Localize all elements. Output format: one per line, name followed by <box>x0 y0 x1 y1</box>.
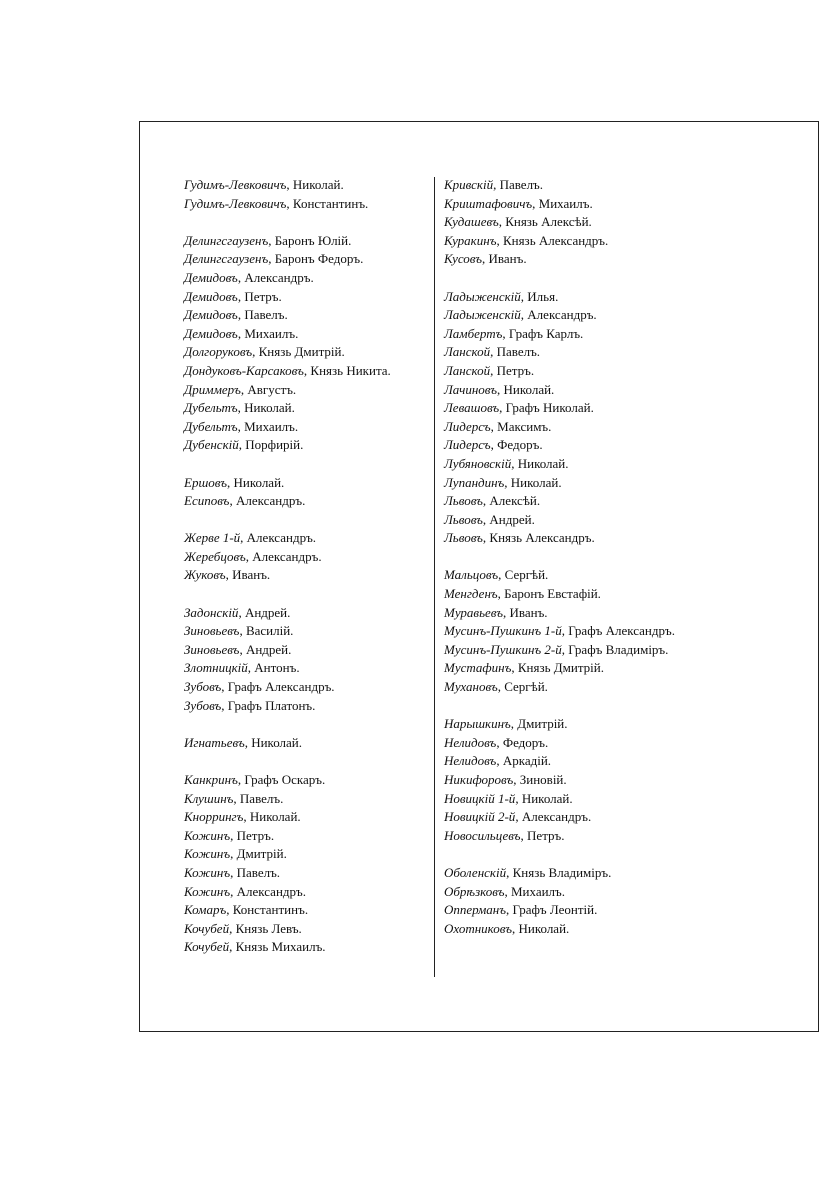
entry-given-name: , Зиновiй. <box>513 772 567 787</box>
name-entry <box>184 697 424 716</box>
entry-surname: Злотницкiй <box>184 660 248 676</box>
entry-given-name: , Баронъ Федоръ. <box>268 251 364 267</box>
entry-given-name: , Федоръ. <box>490 437 543 453</box>
entry-given-name: , Константинъ. <box>286 195 369 211</box>
name-entry <box>184 288 424 307</box>
entry-surname: Дубельтъ <box>184 400 238 416</box>
entry-surname: Ершовъ <box>184 474 227 490</box>
entry-given-name: , Николай. <box>237 400 295 416</box>
name-entry <box>444 641 714 660</box>
entry-given-name: , Николай. <box>504 474 562 490</box>
name-entry <box>444 585 714 604</box>
entry-given-name: , Александръ. <box>520 307 597 323</box>
name-entry <box>444 529 714 548</box>
name-entry <box>184 771 424 790</box>
name-entry <box>444 362 714 381</box>
column-divider <box>434 177 435 977</box>
entry-given-name: , Графъ Александръ. <box>561 623 675 639</box>
entry-given-name: , Андрей. <box>239 641 292 657</box>
name-entry <box>184 176 424 195</box>
entry-given-name: , Петръ. <box>237 288 282 304</box>
entry-given-name: , Графъ Платонъ. <box>221 697 316 713</box>
entry-surname: Зиновьевъ <box>184 623 240 639</box>
name-entry <box>444 306 714 325</box>
entry-surname: Зубовъ <box>184 697 222 713</box>
entry-surname: Никифоровъ <box>444 772 514 787</box>
entry-surname: Нелидовъ <box>444 753 497 769</box>
name-entry <box>444 325 714 344</box>
entry-given-name: , Князь Дмитрiй. <box>252 344 345 360</box>
name-entry <box>184 250 424 269</box>
entry-surname: Канкринъ <box>184 772 238 787</box>
entry-surname: Нелидовъ <box>444 734 497 750</box>
entry-surname: Кожинъ <box>184 846 231 862</box>
entry-given-name: , Илья. <box>520 288 559 304</box>
entry-given-name: , Александръ. <box>230 883 306 899</box>
name-entry <box>444 381 714 400</box>
section-gap <box>184 752 424 771</box>
entry-surname: Задонскiй <box>184 604 239 620</box>
name-entry <box>444 455 714 474</box>
right-column <box>444 176 714 938</box>
entry-surname: Жеребцовъ <box>184 548 246 564</box>
entry-surname: Лубяновскiй <box>444 455 512 471</box>
name-entry <box>444 492 714 511</box>
entry-given-name: , Максимъ. <box>490 418 552 434</box>
entry-surname: Делингсгаузенъ <box>184 232 269 248</box>
name-entry <box>184 306 424 325</box>
entry-given-name: , Сергѣй. <box>497 679 548 695</box>
entry-surname: Менгденъ <box>444 586 498 602</box>
name-entry <box>184 845 424 864</box>
entry-surname: Комаръ <box>184 902 227 918</box>
name-entry <box>184 678 424 697</box>
entry-given-name: , Иванъ. <box>482 251 527 267</box>
entry-surname: Опперманъ <box>444 902 507 918</box>
entry-given-name: , Михаилъ. <box>237 325 299 341</box>
entry-surname: Кожинъ <box>184 864 231 880</box>
entry-given-name: , Князь Никита. <box>303 362 391 378</box>
entry-surname: Лидерсъ <box>444 418 491 434</box>
entry-given-name: , Михаилъ. <box>237 418 299 434</box>
name-entry <box>444 808 714 827</box>
entry-surname: Зубовъ <box>184 679 222 695</box>
entry-surname: Жуковъ <box>184 567 226 583</box>
name-entry <box>444 715 714 734</box>
entry-given-name: , Николай. <box>515 790 573 806</box>
entry-given-name: , Антонъ. <box>247 660 300 676</box>
entry-surname: Новицкiй 1-й <box>444 790 516 806</box>
entry-given-name: , Александръ. <box>245 548 322 564</box>
left-column <box>184 176 424 957</box>
entry-surname: Обрѣзковъ <box>444 883 505 899</box>
name-entry <box>184 474 424 493</box>
name-entry <box>444 920 714 939</box>
entry-given-name: , Сергѣй. <box>498 567 549 583</box>
name-entry <box>184 901 424 920</box>
entry-given-name: , Василiй. <box>239 623 294 639</box>
name-entry <box>184 529 424 548</box>
entry-surname: Кноррингъ <box>184 809 244 825</box>
entry-surname: Львовъ <box>444 530 483 546</box>
entry-surname: Кудашевъ <box>444 214 499 230</box>
entry-surname: Кочубей <box>184 939 230 955</box>
name-entry <box>444 511 714 530</box>
section-gap <box>184 511 424 530</box>
entry-surname: Зиновьевъ <box>184 641 240 657</box>
name-entry <box>184 827 424 846</box>
entry-given-name: , Петръ. <box>520 827 565 843</box>
name-entry <box>184 920 424 939</box>
entry-given-name: , Николай. <box>243 809 301 825</box>
name-entry <box>444 883 714 902</box>
entry-given-name: , Николай. <box>511 455 569 471</box>
entry-surname: Жерве 1-й <box>184 530 241 546</box>
entry-given-name: , Аркадiй. <box>496 753 552 769</box>
entry-surname: Мустафинъ <box>444 660 512 676</box>
entry-given-name: , Князь Александръ. <box>482 530 595 546</box>
entry-given-name: , Графъ Владимiръ. <box>561 641 669 657</box>
entry-surname: Куракинъ <box>444 232 497 248</box>
name-entry <box>184 325 424 344</box>
name-entry <box>444 213 714 232</box>
name-entry <box>184 641 424 660</box>
entry-given-name: , Михаилъ. <box>504 883 566 899</box>
entry-surname: Мухановъ <box>444 679 498 695</box>
name-entry <box>444 827 714 846</box>
name-entry <box>184 548 424 567</box>
entry-surname: Мусинъ-Пушкинъ 1-й <box>444 623 562 639</box>
entry-surname: Ланской <box>444 362 491 378</box>
entry-given-name: , Петръ. <box>230 827 275 843</box>
section-gap <box>184 585 424 604</box>
name-entry <box>184 622 424 641</box>
entry-surname: Левашовъ <box>444 400 500 416</box>
name-entry <box>444 622 714 641</box>
entry-surname: Криштафовичъ <box>444 195 533 211</box>
name-entry <box>184 232 424 251</box>
entry-given-name: , Князь Алексѣй. <box>498 214 592 230</box>
entry-given-name: , Дмитрiй. <box>230 846 287 862</box>
name-entry <box>184 195 424 214</box>
name-entry <box>444 659 714 678</box>
entry-surname: Гудимъ-Левковичъ <box>184 195 287 211</box>
entry-given-name: , Николай. <box>286 177 344 192</box>
entry-surname: Ланской <box>444 344 491 360</box>
entry-surname: Долгоруковъ <box>184 344 253 360</box>
entry-given-name: , Князь Дмитрiй. <box>511 660 604 676</box>
entry-surname: Лупандинъ <box>444 474 505 490</box>
entry-surname: Есиповъ <box>184 493 230 509</box>
name-entry <box>444 436 714 455</box>
name-entry <box>444 195 714 214</box>
entry-given-name: , Баронъ Евстафiй. <box>497 586 601 602</box>
name-entry <box>444 176 714 195</box>
entry-surname: Ладыженскiй <box>444 288 521 304</box>
entry-given-name: , Князь Михаилъ. <box>229 939 326 955</box>
entry-given-name: , Павелъ. <box>230 864 281 880</box>
entry-given-name: , Петръ. <box>490 362 535 378</box>
entry-given-name: , Павелъ. <box>490 344 541 360</box>
entry-surname: Новосильцевъ <box>444 827 521 843</box>
name-entry <box>444 232 714 251</box>
entry-given-name: , Баронъ Юлiй. <box>268 232 352 248</box>
entry-surname: Клушинъ <box>184 790 234 806</box>
entry-given-name: , Иванъ. <box>225 567 271 583</box>
name-entry <box>184 436 424 455</box>
section-gap <box>444 845 714 864</box>
entry-given-name: , Константинъ. <box>226 902 309 918</box>
name-entry <box>444 771 714 790</box>
name-entry <box>444 566 714 585</box>
name-entry <box>184 864 424 883</box>
entry-given-name: , Алексѣй. <box>482 493 541 509</box>
entry-surname: Делингсгаузенъ <box>184 251 269 267</box>
name-entry <box>444 864 714 883</box>
section-gap <box>184 455 424 474</box>
name-entry <box>184 734 424 753</box>
name-entry <box>444 604 714 623</box>
name-entry <box>444 399 714 418</box>
name-entry <box>184 808 424 827</box>
name-entry <box>184 362 424 381</box>
entry-surname: Мальцовъ <box>444 567 499 583</box>
name-entry <box>184 399 424 418</box>
entry-given-name: , Павелъ. <box>233 790 284 806</box>
entry-surname: Оболенскiй <box>444 864 507 880</box>
name-entry <box>444 288 714 307</box>
entry-surname: Демидовъ <box>184 307 238 323</box>
entry-surname: Гудимъ-Левковичъ <box>184 177 287 192</box>
entry-given-name: , Александръ. <box>237 269 314 285</box>
entry-given-name: , Николай. <box>244 734 302 750</box>
entry-surname: Львовъ <box>444 511 483 527</box>
entry-given-name: , Князь Левъ. <box>229 920 302 936</box>
entry-surname: Дубельтъ <box>184 418 238 434</box>
name-entry <box>444 474 714 493</box>
name-entry <box>184 883 424 902</box>
entry-given-name: , Графъ Александръ. <box>221 679 335 695</box>
name-entry <box>184 418 424 437</box>
entry-given-name: , Николай. <box>226 474 285 490</box>
name-entry <box>184 604 424 623</box>
entry-surname: Кожинъ <box>184 883 231 899</box>
entry-given-name: , Графъ Оскаръ. <box>237 772 326 787</box>
name-entry <box>184 790 424 809</box>
entry-surname: Лачиновъ <box>444 381 498 397</box>
name-entry <box>184 566 424 585</box>
name-entry <box>444 250 714 269</box>
entry-surname: Муравьевъ <box>444 604 503 620</box>
section-gap <box>184 715 424 734</box>
entry-given-name: , Михаилъ. <box>532 195 593 211</box>
name-entry <box>184 269 424 288</box>
entry-surname: Демидовъ <box>184 325 238 341</box>
entry-given-name: , Графъ Николай. <box>499 400 594 416</box>
entry-given-name: , Александръ. <box>229 493 306 509</box>
name-entry <box>184 659 424 678</box>
entry-surname: Новицкiй 2-й <box>444 809 516 825</box>
entry-surname: Мусинъ-Пушкинъ 2-й <box>444 641 562 657</box>
name-entry <box>444 901 714 920</box>
name-entry <box>444 790 714 809</box>
entry-surname: Охотниковъ <box>444 920 512 936</box>
entry-surname: Демидовъ <box>184 269 238 285</box>
section-gap <box>184 213 424 232</box>
entry-given-name: , Князь Владимiръ. <box>506 864 612 880</box>
name-entry <box>444 418 714 437</box>
entry-surname: Кожинъ <box>184 827 231 843</box>
entry-given-name: , Федоръ. <box>496 734 549 750</box>
section-gap <box>444 697 714 716</box>
entry-given-name: , Графъ Леонтiй. <box>506 902 598 918</box>
entry-given-name: , Николай. <box>497 381 555 397</box>
entry-given-name: , Графъ Карлъ. <box>502 325 584 341</box>
entry-given-name: , Александръ. <box>240 530 317 546</box>
entry-given-name: , Павелъ. <box>493 177 544 192</box>
entry-surname: Дриммеръ <box>184 381 241 397</box>
section-gap <box>444 269 714 288</box>
name-entry <box>444 343 714 362</box>
name-entry <box>444 678 714 697</box>
entry-given-name: , Князь Александръ. <box>496 232 609 248</box>
entry-surname: Дубенскiй <box>184 437 239 453</box>
entry-surname: Кочубей <box>184 920 230 936</box>
name-entry <box>184 938 424 957</box>
name-entry <box>444 752 714 771</box>
entry-given-name: , Иванъ. <box>502 604 548 620</box>
entry-surname: Кусовъ <box>444 251 483 267</box>
entry-surname: Лидерсъ <box>444 437 491 453</box>
entry-given-name: , Августъ. <box>240 381 297 397</box>
entry-surname: Ламбертъ <box>444 325 503 341</box>
entry-given-name: , Дмитрiй. <box>510 716 568 732</box>
entry-given-name: , Николай. <box>511 920 570 936</box>
entry-given-name: , Александръ. <box>515 809 592 825</box>
entry-surname: Дондуковъ-Карсаковъ <box>184 362 304 378</box>
entry-surname: Кривскiй <box>444 177 494 192</box>
entry-given-name: , Андрей. <box>482 511 535 527</box>
entry-surname: Демидовъ <box>184 288 238 304</box>
name-entry <box>184 343 424 362</box>
entry-surname: Нарышкинъ <box>444 716 511 732</box>
entry-surname: Львовъ <box>444 493 483 509</box>
entry-given-name: , Павелъ. <box>237 307 288 323</box>
name-entry <box>184 492 424 511</box>
entry-surname: Игнатьевъ <box>184 734 245 750</box>
entry-surname: Ладыженскiй <box>444 307 521 323</box>
entry-given-name: , Андрей. <box>238 604 291 620</box>
entry-given-name: , Порфирiй. <box>238 437 304 453</box>
name-entry <box>184 381 424 400</box>
name-entry <box>444 734 714 753</box>
section-gap <box>444 548 714 567</box>
